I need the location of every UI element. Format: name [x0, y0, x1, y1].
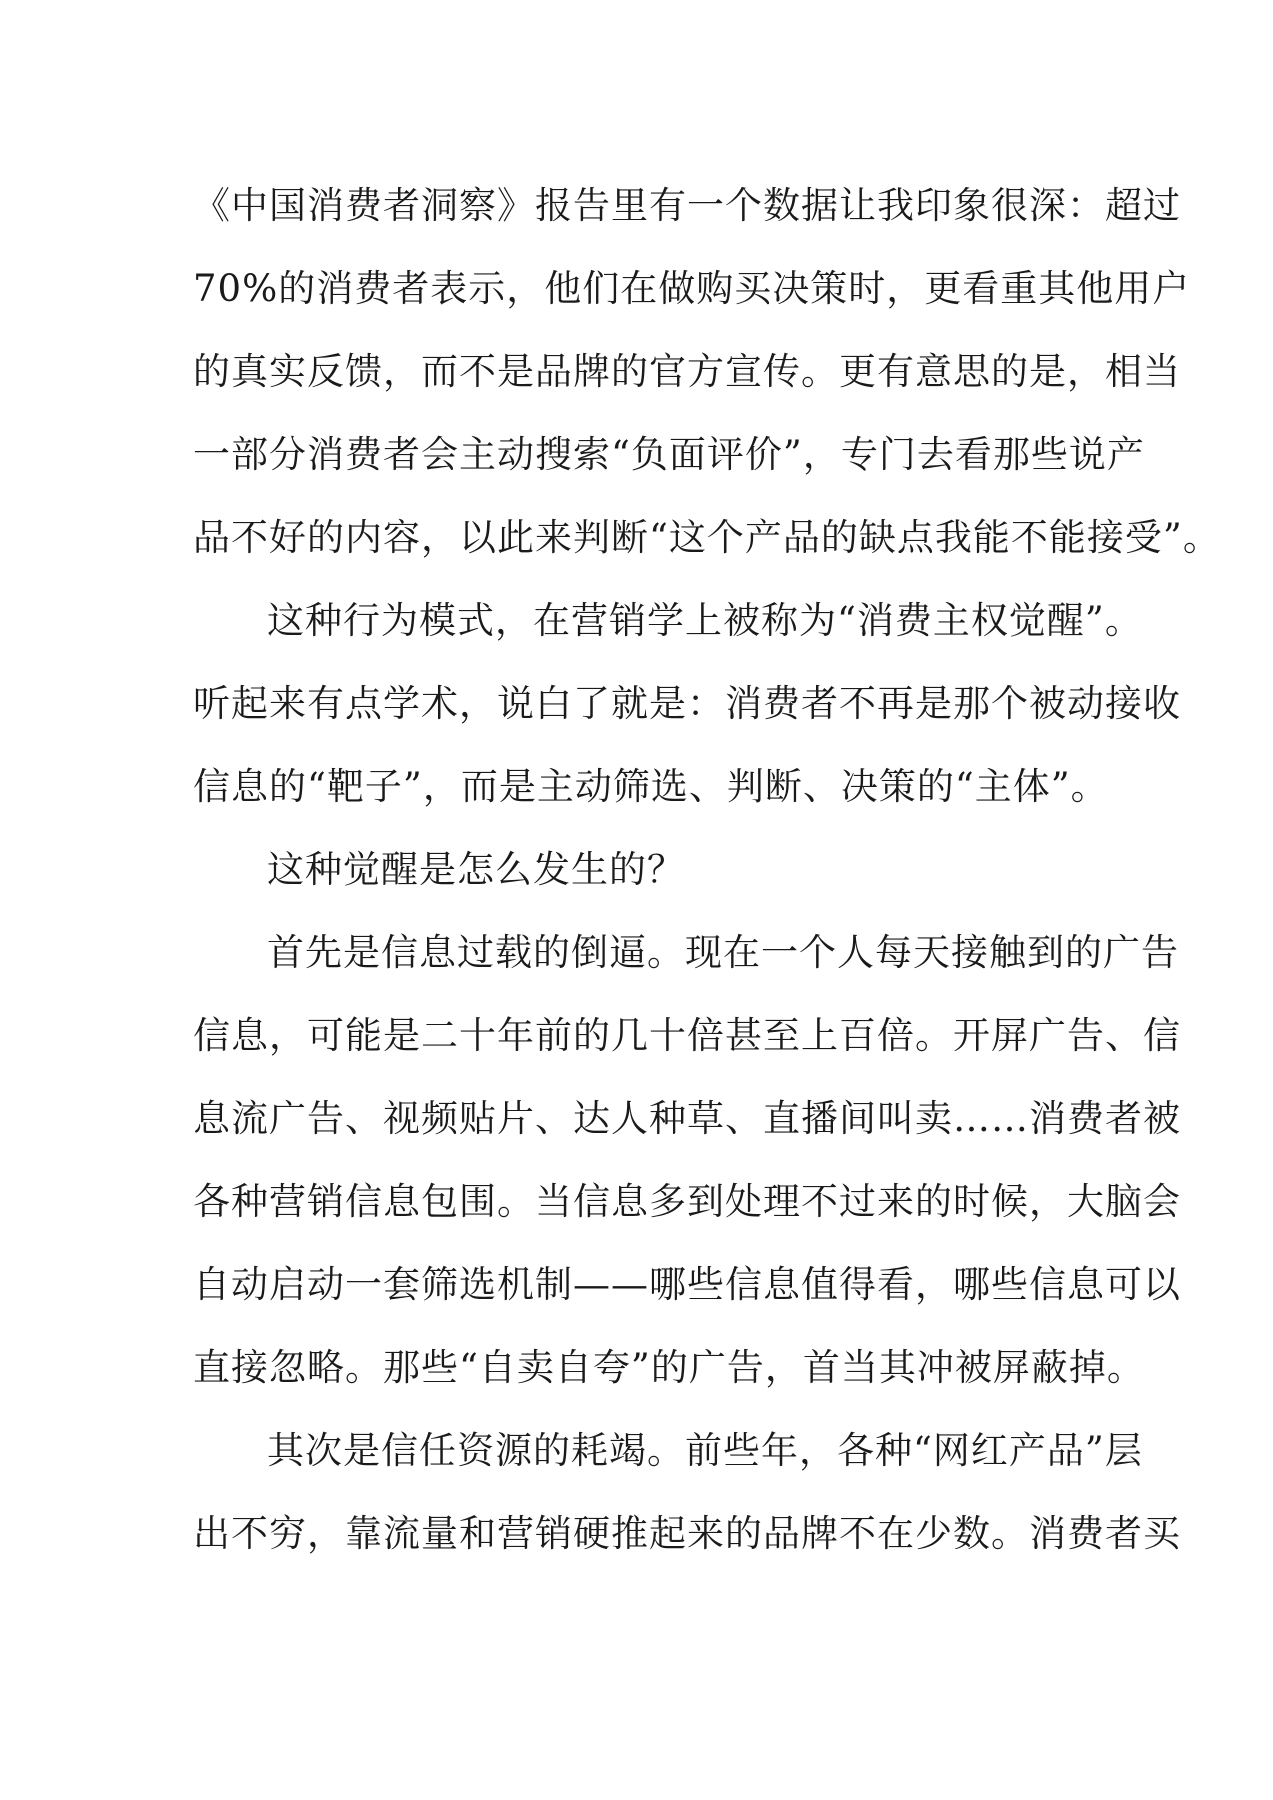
- text-line: 其次是信任资源的耗竭。前些年，各种“网红产品”层: [267, 1429, 1143, 1472]
- text-line: 息流广告、视频贴片、达人种草、直播间叫卖……消费者被: [193, 1097, 1181, 1140]
- paragraph-2: [193, 579, 1181, 828]
- paragraph-4: [193, 911, 1181, 1409]
- paragraph-1: [193, 164, 1221, 579]
- body-text: [193, 164, 1221, 1575]
- paragraph-3: [193, 828, 1083, 911]
- text-line: 品不好的内容，以此来判断“这个产品的缺点我能不能接受”。: [193, 516, 1221, 559]
- text-line: 听起来有点学术，说白了就是：消费者不再是那个被动接收: [193, 682, 1181, 725]
- text-line: 出不穷，靠流量和营销硬推起来的品牌不在少数。消费者买: [193, 1512, 1181, 1555]
- text-line: 《中国消费者洞察》报告里有一个数据让我印象很深：超过: [193, 184, 1181, 227]
- text-line: 自动启动一套筛选机制——哪些信息值得看，哪些信息可以: [193, 1263, 1181, 1306]
- text-line: 信息的“靶子”，而是主动筛选、判断、决策的“主体”。: [193, 765, 1109, 808]
- text-line: 信息，可能是二十年前的几十倍甚至上百倍。开屏广告、信: [193, 1014, 1181, 1057]
- text-line: 70%的消费者表示，他们在做购买决策时，更看重其他用户: [193, 267, 1191, 310]
- text-line: 一部分消费者会主动搜索“负面评价”，专门去看那些说产: [193, 433, 1145, 476]
- text-line: 的真实反馈，而不是品牌的官方宣传。更有意思的是，相当: [193, 350, 1181, 393]
- paragraph-5: [193, 1409, 1181, 1575]
- text-line: 这种觉醒是怎么发生的？: [267, 848, 685, 891]
- text-line: 这种行为模式，在营销学上被称为“消费主权觉醒”。: [267, 599, 1143, 642]
- text-line: 首先是信息过载的倒逼。现在一个人每天接触到的广告: [267, 931, 1179, 974]
- text-line: 各种营销信息包围。当信息多到处理不过来的时候，大脑会: [193, 1180, 1181, 1223]
- text-line: 直接忽略。那些“自卖自夸”的广告，首当其冲被屏蔽掉。: [193, 1346, 1145, 1389]
